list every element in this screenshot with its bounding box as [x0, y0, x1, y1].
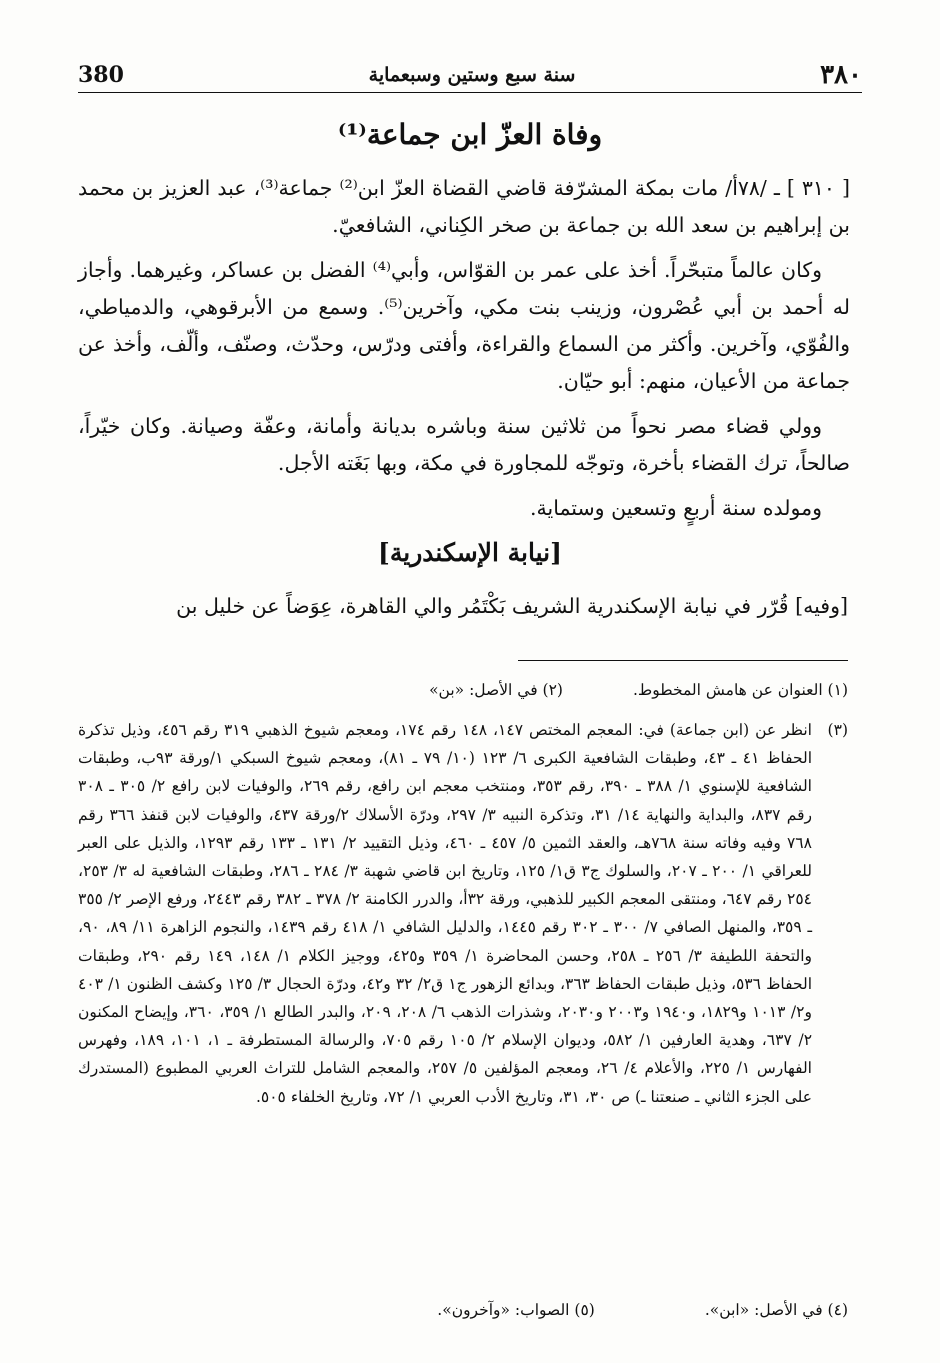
footnote-5: (٥) الصواب: «وآخرون».	[437, 1301, 595, 1319]
footnote-2: (٢) في الأصل: «بن»	[429, 681, 563, 699]
footnote-3-label: (٣)	[827, 721, 848, 739]
footnotes-row-1	[78, 676, 848, 704]
entry-body	[78, 170, 850, 535]
entry-paragraph: وكان عالماً متبحّراً. أخذ على عمر بن القوّاس، وأبي⁽⁴⁾ الفضل بن عساكر، وغيرهما. وأجاز له أحمد بن أبي عُصْرون، وزينب بنت مكي، وآخرين⁽⁵⁾. وسمع من الأبرقوهي، والدمياطي، والفُوّي، وآخرين. وأكثر من السماع والقراءة، وأفتى ودرّس، وحدّث، وصنّف، وألّف، وأخذ عن جماعة من الأعيان، منهم: أبو حيّان.	[78, 258, 850, 393]
footnote-divider	[518, 660, 848, 661]
section-text: [وفيه] قُرّر في نيابة الإسكندرية الشريف بَكْتَمُر والي القاهرة، عِوَضاً عن خليل بن	[176, 594, 848, 618]
entry-paragraph: وولي قضاء مصر نحواً من ثلاثين سنة وباشره بديانة وأمانة، وعفّة وصيانة. وكان خيّراً، صالحاً، ترك القضاء بأخرة، وتوجّه للمجاورة في مكة، وبها بَغَته الأجل.	[78, 414, 850, 475]
page-number-arabic: ٣٨٠	[820, 60, 862, 90]
page-header	[78, 58, 862, 93]
footnotes-row-2	[78, 1296, 848, 1324]
footnote-3	[78, 716, 848, 1111]
entry-title: وفاة العزّ ابن جماعة⁽¹⁾	[337, 118, 603, 151]
running-title: سنة سبع وستين وسبعماية	[368, 64, 576, 86]
footnote-4: (٤) في الأصل: «ابن».	[704, 1301, 848, 1319]
footnote-3-text: انظر عن (ابن جماعة) في: المعجم المختص ١٤٧، ١٤٨ رقم ١٧٤، ومعجم شيوخ الذهبي ٣١٩ رقم ٤٥٦، وذيل تذكرة الحفاظ ٤١ ـ ٤٣، وطبقات الشافعية الكبرى ٦/ ١٢٣ (١٠/ ٧٩ ـ ٨١)، ومعجم شيوخ السبكي ١/ورقة ٩٣ب، وطبقات الشافعية للإسنوي ١/ ٣٨٨ ـ ٣٩٠، رقم ٣٥٣، ومنتخب معجم ابن رافع، رقم ٢٦٩، والوفيات لابن رافع ٢/ ٣٠٥ ـ ٣٠٨ رقم ٨٣٧، والبداية والنهاية ١٤/ ٣١، وتذكرة النبيه ٣/ ٢٩٧، ودرّة الأسلاك ٢/ورقة ٤٣٧، والوفيات لابن قنفذ ٣٦٦ رقم ٧٦٨ وفيه وفاته سنة ٧٦٨هـ، والعقد الثمين ٥/ ٤٥٧ ـ ٤٦٠، وذيل التقييد ٢/ ١٣١ ـ ١٣٣ رقم ١٢٩٣، والذيل على العبر للعراقي ١/ ٢٠٠ ـ ٢٠٧، والسلوك ج٣ ق١/ ١٢٥، وتاريخ ابن قاضي شهبة ٣/ ٢٨٤ ـ ٢٨٦، وطبقات الشافعية له ٣/ ٢٥٣، ٢٥٤ رقم ٦٤٧، ومنتقى المعجم الكبير للذهبي، ورقة ٣٢أ، والدرر الكامنة ٢/ ٣٧٨ ـ ٣٨٢ رقم ٢٤٤٣، ورفع الإصر ٢/ ٣٥٥ ـ ٣٥٩، والمنهل الصافي ٧/ ٣٠٠ ـ ٣٠٢ رقم ١٤٤٥، والدليل الشافي ١/ ٤١٨ رقم ١٤٣٩، والنجوم الزاهرة ١١/ ٨٩، ٩٠، والتحفة اللطيفة ٣/ ٢٥٦ ـ ٢٥٨، وحسن المحاضرة ١/ ٣٥٩ و٤٢٥، ووجيز الكلام ١/ ١٤٨، ١٤٩ رقم ٢٩٠، وطبقات الحفاظ ٥٣٦، وذيل طبقات الحفاظ ٣٦٣، وبدائع الزهور ج١ ق٢/ ٣٢ و٤٢، ودرّة الحجال ٣/ ١٢٥ وكشف الظنون ١/ ٤٠٣ و٢/ ١٠١٣ و١٨٢٩، و١٩٤٠ و٢٠٠٣ و٢٠٣٠، وشذرات الذهب ٦/ ٢٠٨، ٢٠٩، والبدر الطالع ١/ ٣٥٩، ٣٦٠، وإيضاح المكنون ٢/ ٦٣٧، وهدية العارفين ١/ ٥٨٢، وديوان الإسلام ٢/ ١٠٥ رقم ٧٠٥، والرسالة المستطرفة ـ ١، ١٠١، ١٨٩، وفهرس الفهارس ١/ ٢٢٥، والأعلام ٤/ ٢٦، ومعجم المؤلفين ٥/ ٢٥٧، والمعجم الشامل للتراث العربي المطبوع (المستدرك على الجزء الثاني ـ صنعتنا ـ) ص ٣٠، ٣١، وتاريخ الأدب العربي ١/ ٧٢، وتاريخ الخلفاء ٥٠٥.	[78, 721, 813, 1106]
entry-paragraph: [ ٣١٠ ] ـ /٧٨أ/ مات بمكة المشرّفة قاضي القضاة العزّ ابن⁽²⁾ جماعة⁽³⁾، عبد العزيز بن محمد بن إبراهيم بن سعد الله بن جماعة بن صخر الكِناني، الشافعيّ.	[78, 176, 850, 237]
entry-paragraph: ومولده سنة أربعٍ وتسعين وستماية.	[530, 496, 822, 520]
footnote-1: (١) العنوان عن هامش المخطوط.	[632, 681, 848, 699]
section-heading: [نيابة الإسكندرية]	[378, 538, 562, 567]
page-number-latin: 380	[78, 62, 124, 88]
